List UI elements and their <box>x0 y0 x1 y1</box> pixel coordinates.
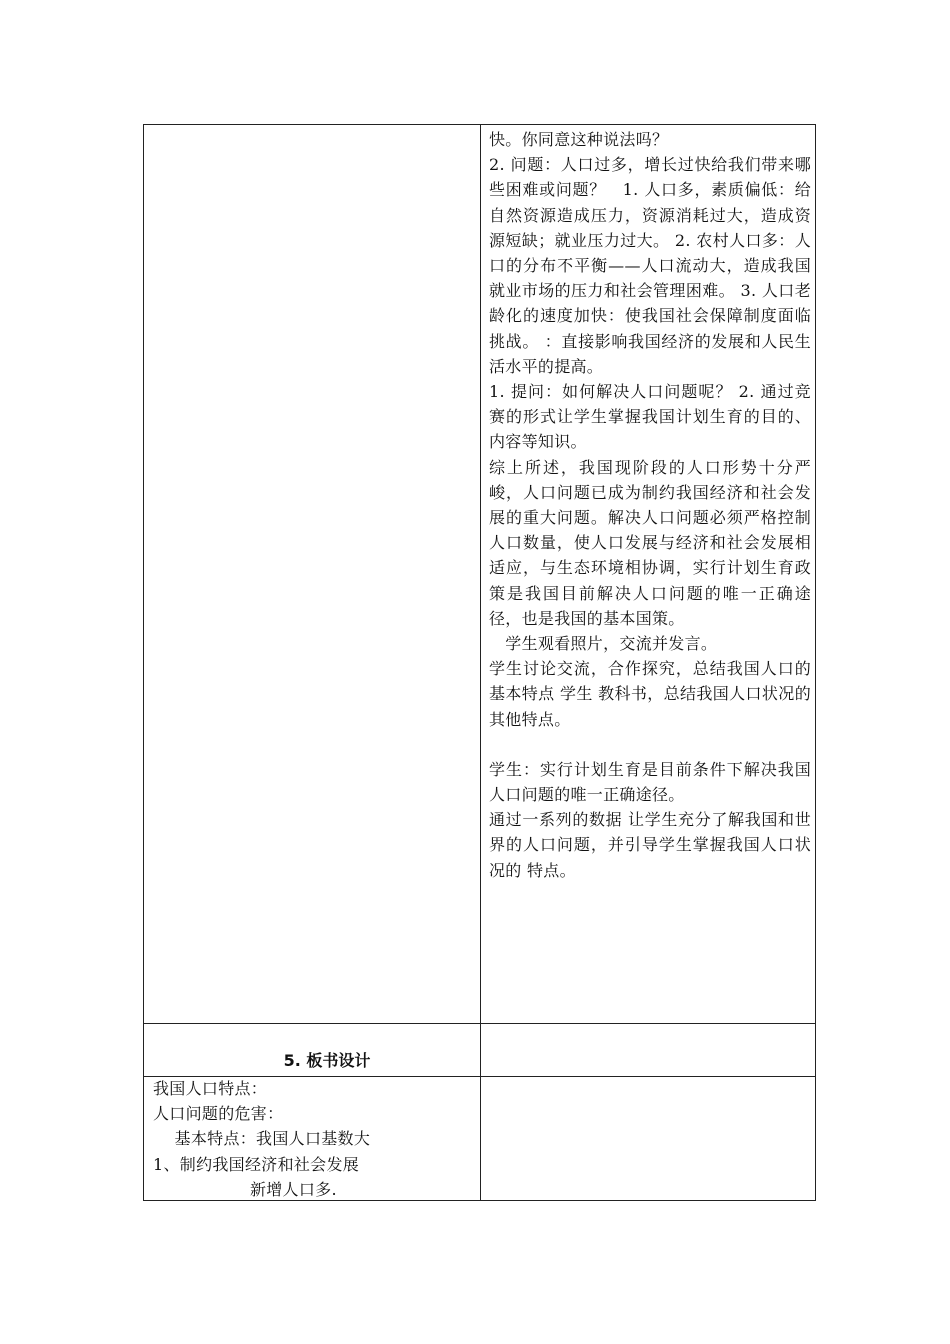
text-paragraph: 学生讨论交流，合作探究，总结我国人口的基本特点 学生 教科书，总结我国人口状况的其他特点。 <box>489 659 811 729</box>
board-line: 我国人口特点： <box>153 1079 268 1098</box>
text-paragraph: 学生：实行计划生育是目前条件下解决我国人口问题的唯一正确途径。 <box>489 759 811 805</box>
text-paragraph: 2. 问题：人口过多，增长过快给我们带来哪些困难或问题？ 1. 人口多，素质偏低：给自然资源造成压力，资源消耗过大，造成资源短缺；就业压力过大。 2. 农村人口多：人口的分布不平衡——人口流动大，造成我国就业市场的压力和社会管理困难。 3. 人口老龄化的速度加快：使我国社会保障制度面临挑战。 ：直接影响我国经济的发展和人民生活水平的提高。 <box>489 155 811 376</box>
board-line: 1、制约我国经济和社会发展 <box>153 1154 360 1174</box>
section-heading: 5. 板书设计 <box>283 1051 371 1070</box>
board-line: 基本特点：我国人口基数大 <box>153 1129 371 1149</box>
text-paragraph: 通过一系列的数据 让学生充分了解我国和世界的人口问题，并引导学生掌握我国人口状况的 特点。 <box>489 810 811 880</box>
paragraph-spacer <box>489 732 811 757</box>
text-paragraph: 1. 提问：如何解决人口问题呢？ 2. 通过竞赛的形式让学生掌握我国计划生育的目的、内容等知识。 <box>489 382 811 452</box>
text-paragraph: 快。你同意这种说法吗？ <box>489 130 669 149</box>
text-paragraph: 学生观看照片，交流并发言。 <box>489 634 718 654</box>
board-line: 新增人口多. <box>153 1179 337 1199</box>
board-line: 人口问题的危害： <box>153 1104 284 1124</box>
text-paragraph: 综上所述，我国现阶段的人口形势十分严峻，人口问题已成为制约我国经济和社会发展的重大问题。解决人口问题必须严格控制人口数量，使人口发展与经济和社会发展相适应，与生态环境相协调，实行计划生育政策是我国目前解决人口问题的唯一正确途径，也是我国的基本国策。 <box>489 457 811 628</box>
student-activity-cell <box>489 127 811 883</box>
lesson-plan-table <box>143 124 816 1201</box>
column-divider <box>480 125 481 1200</box>
board-design-cell <box>153 1076 473 1202</box>
row-divider-top <box>144 1023 815 1024</box>
